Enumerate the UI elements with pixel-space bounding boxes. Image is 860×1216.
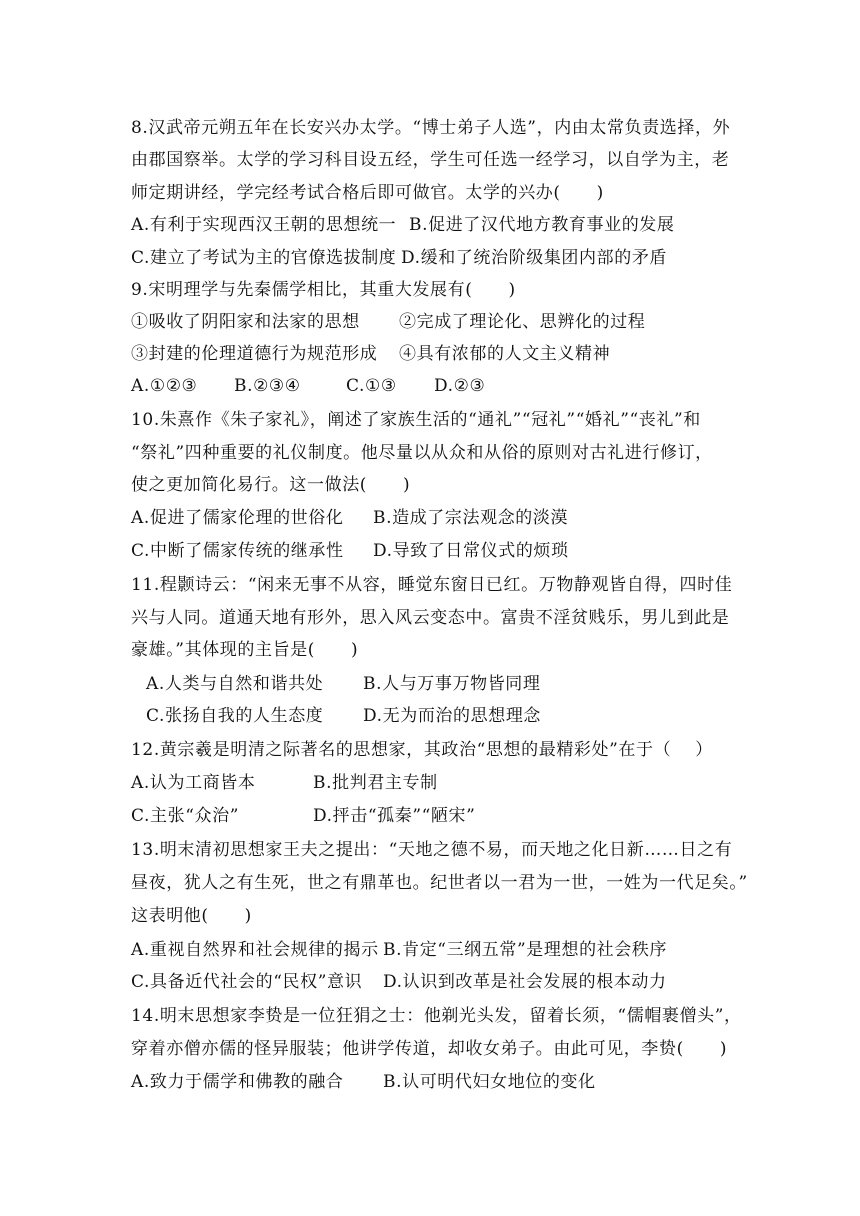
question-13-stem-line-1: 13.明末清初思想家王夫之提出：“天地之德不易，而天地之化日新……日之有	[131, 840, 733, 860]
question-11-option-d: D.无为而治的思想理念	[363, 706, 542, 726]
question-8-option-b: B.促进了汉代地方教育事业的发展	[409, 215, 675, 235]
question-12-option-d: D.抨击“孤秦”“陋宋”	[313, 806, 476, 826]
question-14-stem-line-2: 穿着亦僧亦儒的怪异服装；他讲学传道，却收女弟子。由此可见，李贽( )	[131, 1039, 728, 1059]
question-9-stem-line-1: 9.宋明理学与先秦儒学相比，其重大发展有( )	[131, 280, 516, 300]
question-14-stem-line-1: 14.明末思想家李贽是一位狂狷之士：他剃光头发，留着长须，“儒帽裹僧头”，	[131, 1006, 742, 1026]
question-9-item-4: ④具有浓郁的人文主义精神	[399, 344, 611, 364]
question-14-option-b: B.认可明代妇女地位的变化	[383, 1072, 596, 1092]
question-13-option-a: A.重视自然界和社会规律的揭示	[131, 940, 379, 960]
question-12-stem-line-1: 12.黄宗羲是明清之际著名的思想家，其政治“思想的最精彩处”在于（ ）	[131, 740, 713, 760]
question-9-option-c: C.①③	[346, 376, 397, 396]
question-12-option-b: B.批判君主专制	[313, 773, 438, 793]
question-8-stem-line-3: 师定期讲经，学完经考试合格后即可做官。太学的兴办( )	[131, 183, 604, 203]
question-9-item-2: ②完成了理论化、思辨化的过程	[399, 312, 646, 332]
question-12-option-a: A.认为工商皆本	[131, 773, 256, 793]
question-12-option-c: C.主张“众治”	[131, 806, 239, 826]
question-13-stem-line-3: 这表明他( )	[131, 906, 252, 926]
question-13-option-b: B.肯定“三纲五常”是理想的社会秩序	[383, 940, 668, 960]
question-13-option-d: D.认识到改革是社会发展的根本动力	[383, 972, 667, 992]
question-8-option-a: A.有利于实现西汉王朝的思想统一	[131, 215, 397, 235]
question-11-stem-line-2: 兴与人同。道通天地有形外，思入风云变态中。富贵不淫贫贱乐，男儿到此是	[131, 608, 730, 628]
question-13-stem-line-2: 昼夜，犹人之有生死，世之有鼎革也。纪世者以一君为一世，一姓为一代足矣。”	[131, 873, 748, 893]
question-10-option-a: A.促进了儒家伦理的世俗化	[131, 508, 344, 528]
question-10-option-b: B.造成了宗法观念的淡漠	[373, 508, 569, 528]
question-11-option-c: C.张扬自我的人生态度	[146, 706, 324, 726]
question-9-option-a: A.①②③	[131, 376, 198, 396]
question-8-option-c: C.建立了考试为主的官僚选拔制度	[131, 248, 397, 268]
question-10-stem-line-1: 10.朱熹作《朱子家礼》，阐述了家族生活的“通礼”“冠礼”“婚礼”“丧礼”和	[131, 410, 701, 430]
question-14-option-a: A.致力于儒学和佛教的融合	[131, 1072, 344, 1092]
question-8-stem-line-1: 8.汉武帝元朔五年在长安兴办太学。“博士弟子人选”，内由太常负责选择，外	[131, 118, 731, 138]
question-11-stem-line-1: 11.程颢诗云：“闲来无事不从容，睡觉东窗日已红。万物静观皆自得，四时佳	[131, 575, 733, 595]
question-14-options-row-1	[131, 1072, 596, 1152]
question-9-option-b: B.②③④	[234, 376, 301, 396]
question-10-option-d: D.导致了日常仪式的烦琐	[373, 541, 569, 561]
question-9-option-d: D.②③	[434, 376, 486, 396]
question-11-stem-line-3: 豪雄。”其体现的主旨是( )	[131, 640, 359, 660]
question-9-item-1: ①吸收了阴阳家和法家的思想	[131, 312, 360, 332]
question-8-option-d: D.缓和了统治阶级集团内部的矛盾	[401, 248, 668, 268]
question-9-item-3: ③封建的伦理道德行为规范形成	[131, 344, 378, 364]
question-11-option-b: B.人与万事万物皆同理	[363, 674, 541, 694]
question-10-option-c: C.中断了儒家传统的继承性	[131, 541, 344, 561]
question-10-stem-line-2: “祭礼”四种重要的礼仪制度。他尽量以从众和从俗的原则对古礼进行修订，	[131, 443, 713, 463]
question-10-stem-line-3: 使之更加简化易行。这一做法( )	[131, 475, 411, 495]
question-11-option-a: A.人类与自然和谐共处	[146, 674, 324, 694]
question-13-option-c: C.具备近代社会的“民权”意识	[131, 972, 363, 992]
question-8-stem-line-2: 由郡国察举。太学的学习科目设五经，学生可任选一经学习，以自学为主，老	[131, 150, 730, 170]
